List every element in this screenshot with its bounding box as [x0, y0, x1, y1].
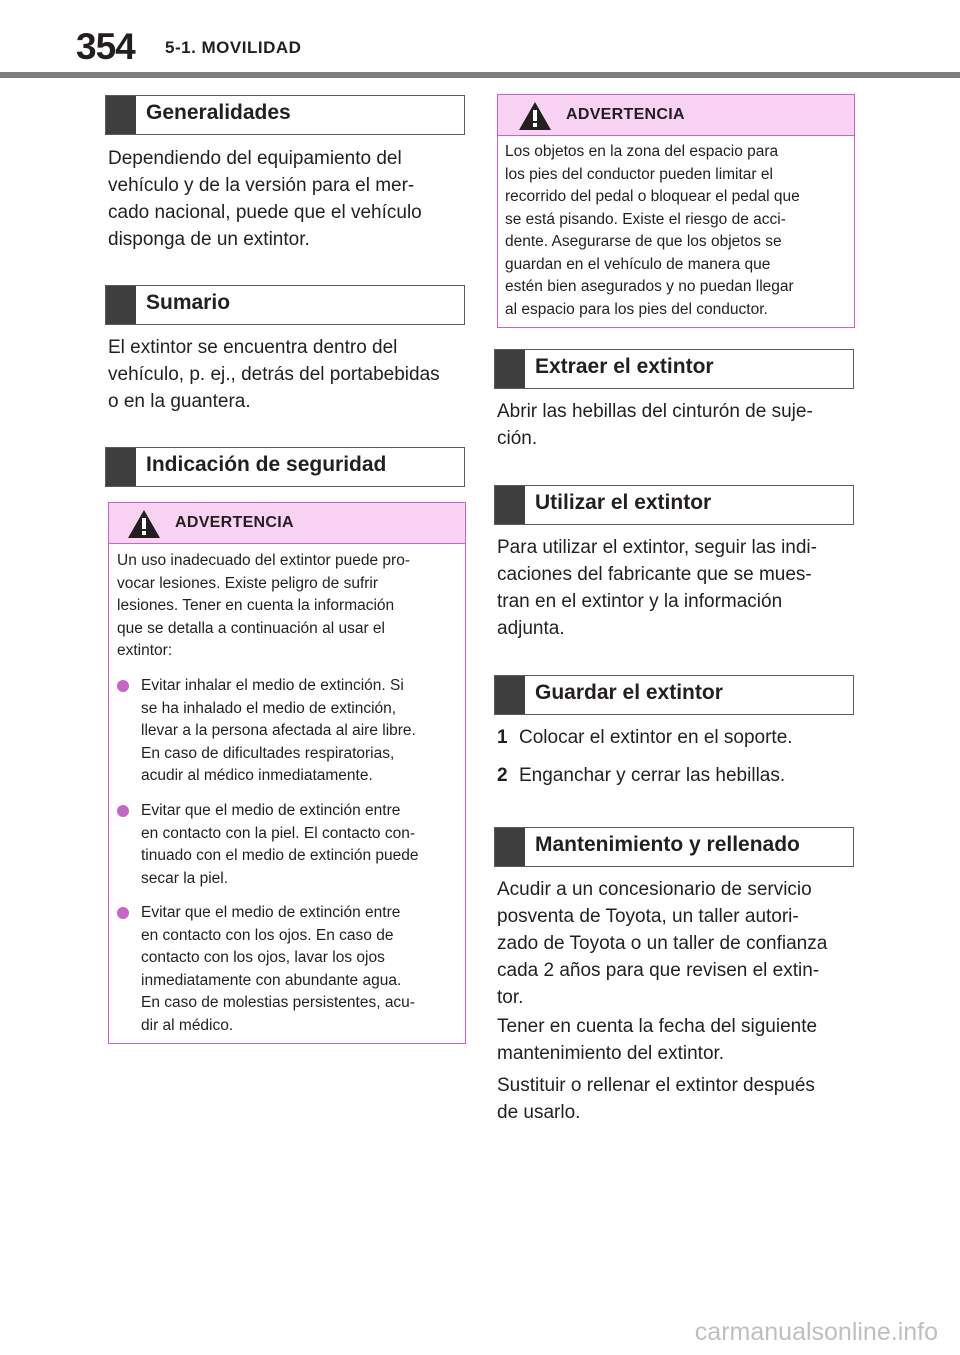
section-title: Utilizar el extintor [535, 491, 712, 514]
warning-bullet [117, 675, 416, 788]
section-heading-mantenimiento [494, 827, 854, 867]
heading-bar [495, 676, 525, 714]
warning-intro: Un uso inadecuado del extintor puede pro- vocar lesiones. Existe peligro de sufrir lesiones. Tener en cuenta la información que se detalla a continuación al usar el extintor: [117, 552, 410, 659]
section-title: Mantenimiento y rellenado [535, 833, 800, 856]
heading-bar [106, 448, 136, 486]
watermark: carmanualsonline.info [694, 1318, 938, 1346]
warning-triangle-icon [127, 509, 161, 539]
bullet-text: Evitar inhalar el medio de extinción. Si se ha inhalado el medio de extinción, llevar a la persona afectada al aire libre. En caso de dificultades respiratorias, acudir al médico inmediatamente. [141, 677, 416, 784]
warning-box-left [108, 502, 466, 1044]
warning-label: ADVERTENCIA [175, 514, 294, 531]
heading-bar [495, 350, 525, 388]
paragraph-generalidades: Dependiendo del equipamiento del vehículo y de la versión para el mer- cado nacional, puede que el vehículo disponga de un extintor. [108, 148, 422, 250]
warning-bullet [117, 800, 418, 890]
step-number: 2 [497, 765, 508, 786]
section-title: Generalidades [146, 101, 291, 124]
warning-header [498, 95, 854, 136]
page-number: 354 [76, 26, 135, 67]
paragraph-mantenimiento-1: Acudir a un concesionario de servicio posventa de Toyota, un taller autori- zado de Toyota o un taller de confianza cada 2 años para que revisen el extin- tor. [497, 879, 828, 1008]
warning-label: ADVERTENCIA [566, 106, 685, 123]
section-heading-extraer [494, 349, 854, 389]
paragraph-mantenimiento-2: Tener en cuenta la fecha del siguiente mantenimiento del extintor. [497, 1016, 818, 1064]
header-rule [0, 72, 960, 78]
step-number: 1 [497, 727, 508, 748]
warning-bullet [117, 902, 415, 1037]
warning-box-right [497, 94, 855, 328]
section-heading-seguridad [105, 447, 465, 487]
section-title: Sumario [146, 291, 231, 314]
section-title: Guardar el extintor [535, 681, 723, 704]
section-heading-generalidades [105, 95, 465, 135]
heading-bar [495, 486, 525, 524]
heading-bar [495, 828, 525, 866]
section-title: Extraer el extintor [535, 355, 714, 378]
section-title: Indicación de seguridad [146, 453, 387, 476]
warning-text: Los objetos en la zona del espacio para los pies del conductor pueden limitar el recorrido del pedal o bloquear el pedal que se está pisando. Existe el riesgo de acci- dente. Asegurarse de que los objetos se guardan en el vehículo de manera que estén bien asegurados y no puedan llegar al espacio para los pies del conductor. [505, 143, 800, 318]
paragraph-mantenimiento-3: Sustituir o rellenar el extintor después de usarlo. [497, 1075, 815, 1123]
section-heading-guardar [494, 675, 854, 715]
warning-header [109, 503, 465, 544]
paragraph-extraer: Abrir las hebillas del cinturón de suje- ción. [497, 401, 813, 449]
step-item [497, 765, 785, 787]
step-text: Enganchar y cerrar las hebillas. [519, 765, 786, 786]
bullet-text: Evitar que el medio de extinción entre en contacto con los ojos. En caso de contacto con los ojos, lavar los ojos inmediatamente con abundante agua. En caso de molestias persistentes, acu- dir al médico. [141, 904, 415, 1034]
step-text: Colocar el extintor en el soporte. [519, 727, 793, 748]
warning-triangle-icon [518, 101, 552, 131]
step-item [497, 727, 793, 749]
heading-bar [106, 286, 136, 324]
section-heading-utilizar [494, 485, 854, 525]
bullet-dot-icon [117, 680, 129, 692]
paragraph-utilizar: Para utilizar el extintor, seguir las indi- caciones del fabricante que se mues- tran en el extintor y la información adjunta. [497, 537, 817, 639]
paragraph-sumario: El extintor se encuentra dentro del vehículo, p. ej., detrás del portabebidas o en la guantera. [108, 337, 440, 412]
heading-bar [106, 96, 136, 134]
section-heading-sumario [105, 285, 465, 325]
bullet-dot-icon [117, 805, 129, 817]
bullet-dot-icon [117, 907, 129, 919]
bullet-text: Evitar que el medio de extinción entre en contacto con la piel. El contacto con- tinuado con el medio de extinción puede secar la piel. [141, 802, 419, 887]
chapter-title: 5-1. MOVILIDAD [165, 38, 302, 57]
